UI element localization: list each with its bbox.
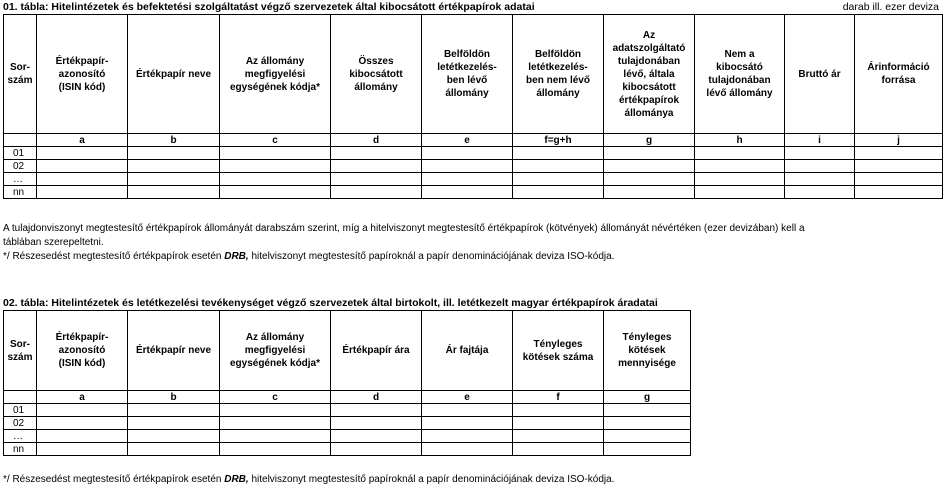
data-cell[interactable] (855, 147, 943, 160)
data-cell[interactable] (604, 430, 691, 443)
table2 (3, 310, 691, 456)
data-cell[interactable] (331, 430, 422, 443)
data-cell[interactable] (331, 186, 422, 199)
table1-letter: j (855, 134, 943, 147)
data-cell[interactable] (695, 160, 785, 173)
data-cell[interactable] (37, 147, 128, 160)
table1-letter (4, 134, 37, 147)
table1-header: Belföldön letétkezelés- ben lévő állomány (422, 15, 513, 134)
table2-header: Értékpapír neve (128, 311, 220, 391)
table1-letter: h (695, 134, 785, 147)
data-cell[interactable] (331, 443, 422, 456)
data-cell[interactable] (331, 173, 422, 186)
data-cell[interactable] (331, 147, 422, 160)
table2-header: Az állomány megfigyelési egységének kódja* (220, 311, 331, 391)
table1-title: 01. tábla: Hitelintézetek és befektetési szolgáltatást végző szervezetek által kibocsátott értékpapírok adatai (3, 1, 535, 13)
row-number: 01 (4, 147, 37, 160)
table2-note: */ Részesedést megtestesítő értékpapírok esetén DRB, hitelviszonyt megtestesítő papíroknál a papír denominációjának deviza ISO-kódja. (3, 474, 615, 485)
data-cell[interactable] (422, 443, 513, 456)
data-cell[interactable] (785, 147, 855, 160)
data-cell[interactable] (604, 160, 695, 173)
table1-header: Nem a kibocsátó tulajdonában lévő állomány (695, 15, 785, 134)
table1-letter-row (4, 134, 943, 147)
data-cell[interactable] (422, 404, 513, 417)
table1-header: Értékpapír neve (128, 15, 220, 134)
table1-header: Sor- szám (4, 15, 37, 134)
table2-header: Tényleges kötések mennyisége (604, 311, 691, 391)
table1-letter: f=g+h (513, 134, 604, 147)
data-cell[interactable] (785, 173, 855, 186)
data-cell[interactable] (331, 160, 422, 173)
table2-letter: f (513, 391, 604, 404)
data-cell[interactable] (422, 417, 513, 430)
row-number: 01 (4, 404, 37, 417)
table1-header: Belföldön letétkezelés- ben nem lévő állomány (513, 15, 604, 134)
row-number: … (4, 430, 37, 443)
data-cell[interactable] (37, 430, 128, 443)
data-cell[interactable] (695, 186, 785, 199)
data-cell[interactable] (128, 430, 220, 443)
data-cell[interactable] (604, 443, 691, 456)
data-cell[interactable] (695, 147, 785, 160)
table2-header: Sor- szám (4, 311, 37, 391)
data-cell[interactable] (695, 173, 785, 186)
data-cell[interactable] (331, 417, 422, 430)
data-cell[interactable] (785, 186, 855, 199)
table1-letter: e (422, 134, 513, 147)
data-cell[interactable] (604, 417, 691, 430)
data-cell[interactable] (128, 147, 220, 160)
table2-letter: a (37, 391, 128, 404)
table2-header: Értékpapír ára (331, 311, 422, 391)
data-cell[interactable] (220, 147, 331, 160)
note-line-2: táblában szerepeltetni. (3, 237, 104, 248)
table1-header-row (4, 15, 943, 134)
data-cell[interactable] (220, 404, 331, 417)
table1-header: Az adatszolgáltató tulajdonában lévő, általa kibocsátott értékpapírok állománya (604, 15, 695, 134)
data-cell[interactable] (37, 443, 128, 456)
table1-letter: i (785, 134, 855, 147)
data-cell[interactable] (220, 417, 331, 430)
table1-letter: g (604, 134, 695, 147)
data-cell[interactable] (422, 430, 513, 443)
table1-note (3, 222, 805, 264)
data-cell[interactable] (128, 443, 220, 456)
table-row (4, 173, 943, 186)
data-cell[interactable] (513, 186, 604, 199)
table2-letter: g (604, 391, 691, 404)
data-cell[interactable] (128, 186, 220, 199)
table2-letter: e (422, 391, 513, 404)
data-cell[interactable] (220, 443, 331, 456)
data-cell[interactable] (422, 147, 513, 160)
data-cell[interactable] (785, 160, 855, 173)
table2-letter (4, 391, 37, 404)
table2-letter: c (220, 391, 331, 404)
data-cell[interactable] (422, 160, 513, 173)
table1-header: Értékpapír- azonosító (ISIN kód) (37, 15, 128, 134)
data-cell[interactable] (128, 173, 220, 186)
table1-header: Árinformáció forrása (855, 15, 943, 134)
table2-title: 02. tábla: Hitelintézetek és letétkezelési tevékenységet végző szervezetek által birtokolt, ill. letétkezelt magyar értékpapírok áradatai (3, 297, 658, 309)
data-cell[interactable] (220, 160, 331, 173)
table2-header-row (4, 311, 691, 391)
table2-header: Értékpapír- azonosító (ISIN kód) (37, 311, 128, 391)
data-cell[interactable] (513, 417, 604, 430)
data-cell[interactable] (422, 186, 513, 199)
data-cell[interactable] (37, 404, 128, 417)
data-cell[interactable] (604, 147, 695, 160)
data-cell[interactable] (220, 173, 331, 186)
data-cell[interactable] (220, 430, 331, 443)
data-cell[interactable] (37, 417, 128, 430)
data-cell[interactable] (422, 173, 513, 186)
table-row (4, 404, 691, 417)
table1 (3, 14, 943, 199)
data-cell[interactable] (128, 160, 220, 173)
table-row (4, 160, 943, 173)
table1-letter: b (128, 134, 220, 147)
data-cell[interactable] (604, 404, 691, 417)
data-cell[interactable] (855, 173, 943, 186)
data-cell[interactable] (513, 160, 604, 173)
data-cell[interactable] (37, 173, 128, 186)
table-row (4, 430, 691, 443)
table2-header: Ár fajtája (422, 311, 513, 391)
data-cell[interactable] (513, 430, 604, 443)
data-cell[interactable] (37, 160, 128, 173)
table-row (4, 443, 691, 456)
table1-letter: d (331, 134, 422, 147)
note-line-3: */ Részesedést megtestesítő értékpapírok esetén DRB, hitelviszonyt megtestesítő papíroknál a papír denominációjának deviza ISO-kódja. (3, 251, 615, 262)
data-cell[interactable] (855, 160, 943, 173)
row-number: 02 (4, 160, 37, 173)
table-row (4, 186, 943, 199)
data-cell[interactable] (604, 186, 695, 199)
data-cell[interactable] (128, 404, 220, 417)
data-cell[interactable] (331, 404, 422, 417)
table-row (4, 147, 943, 160)
row-number: … (4, 173, 37, 186)
table1-letter: a (37, 134, 128, 147)
table1-header: Bruttó ár (785, 15, 855, 134)
row-number: nn (4, 443, 37, 456)
table1-header: Az állomány megfigyelési egységének kódja* (220, 15, 331, 134)
data-cell[interactable] (128, 417, 220, 430)
data-cell[interactable] (604, 173, 695, 186)
note-line-1: A tulajdonviszonyt megtestesítő értékpapírok állományát darabszám szerint, míg a hitelviszonyt megtestesítő értékpapírok (kötvények) állományát névértéken (ezer devizában) kell a (3, 223, 805, 234)
data-cell[interactable] (855, 186, 943, 199)
table1-header: Összes kibocsátott állomány (331, 15, 422, 134)
row-number: nn (4, 186, 37, 199)
data-cell[interactable] (513, 147, 604, 160)
table1-letter: c (220, 134, 331, 147)
table2-letter: b (128, 391, 220, 404)
data-cell[interactable] (513, 173, 604, 186)
data-cell[interactable] (37, 186, 128, 199)
row-number: 02 (4, 417, 37, 430)
table2-letter: d (331, 391, 422, 404)
table2-letter-row (4, 391, 691, 404)
data-cell[interactable] (513, 404, 604, 417)
table1-unit: darab ill. ezer deviza (842, 1, 939, 13)
data-cell[interactable] (513, 443, 604, 456)
table2-header: Tényleges kötések száma (513, 311, 604, 391)
table-row (4, 417, 691, 430)
data-cell[interactable] (220, 186, 331, 199)
